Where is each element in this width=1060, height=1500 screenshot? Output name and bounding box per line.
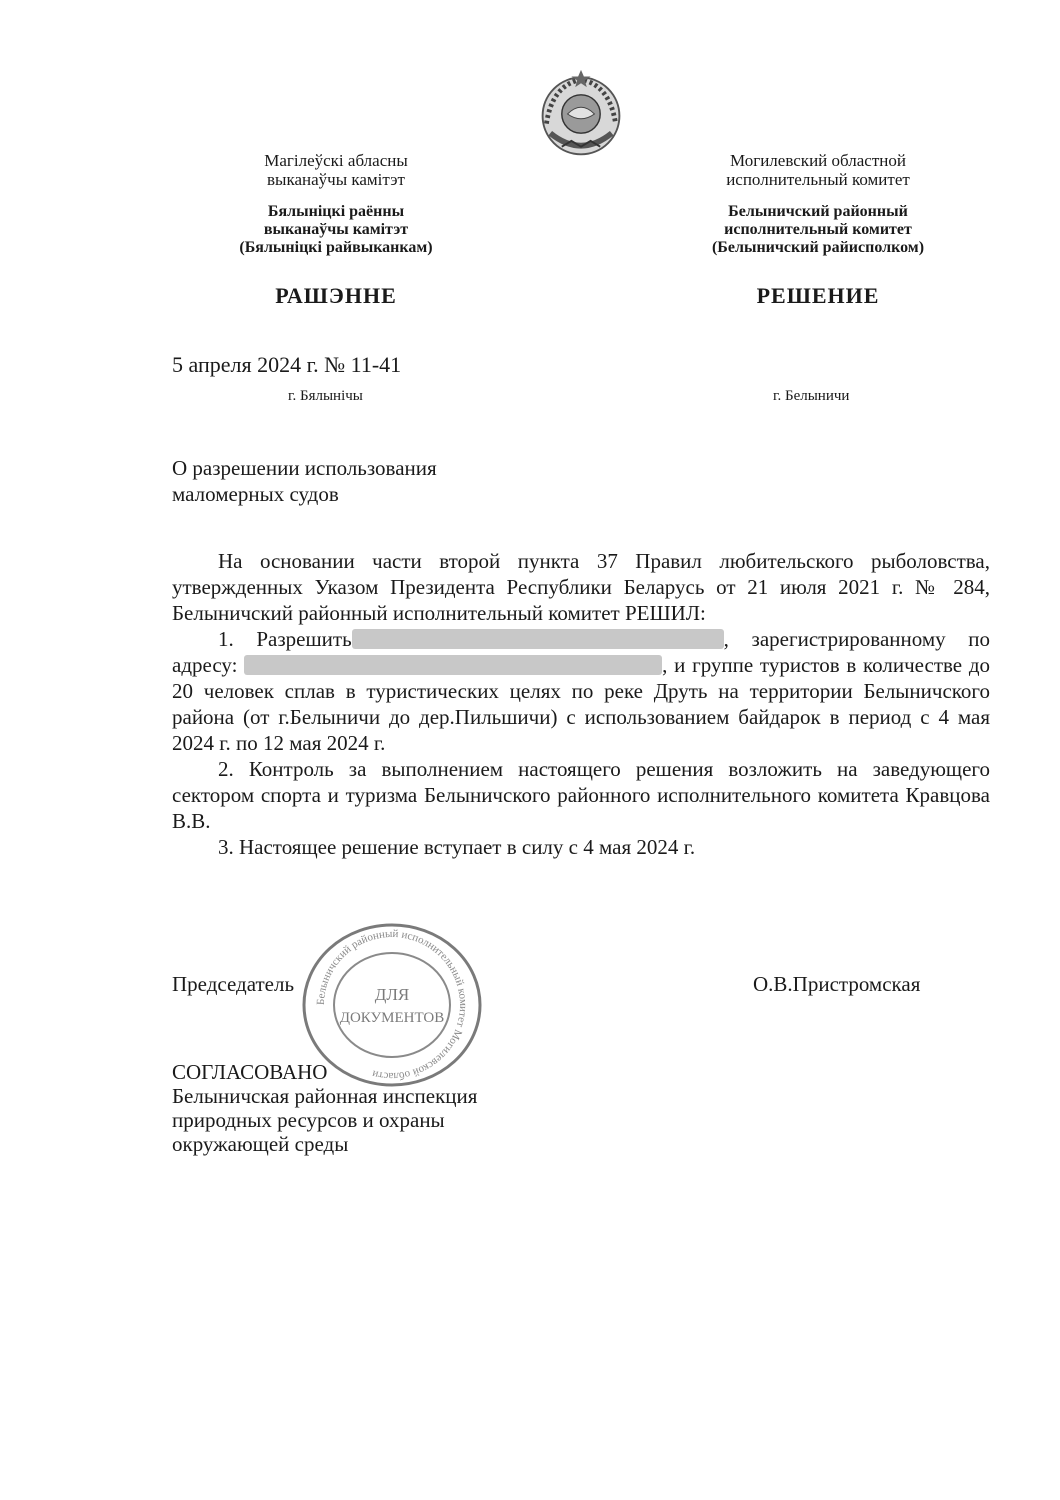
city-left: г. Бялынічы [288, 388, 363, 404]
header-left [186, 151, 486, 309]
item-1-mid: , зарегистрированному по адресу: [172, 627, 990, 677]
seal-ring-text: Белыничский районный исполнительный комитет Могилевской области [314, 927, 470, 1083]
subject-line1: О разрешении использования [172, 456, 437, 480]
state-emblem-icon [533, 66, 629, 162]
header-left-district-line3: (Бялыніцкі райвыканкам) [239, 239, 433, 256]
header-left-district-line2: выканаўчы камітэт [263, 221, 409, 238]
item-1 [172, 626, 990, 756]
header-right-title: РЕШЕНИЕ [756, 283, 880, 308]
item-2: 2. Контроль за выполнением настоящего решения возложить на заведующего сектором спорта и туризма Белыничского районного исполнительного комитета Кравцова В.В. [172, 757, 990, 833]
seal-text-line1: ДЛЯ [374, 985, 410, 1004]
decision-body [172, 548, 990, 860]
redacted-address [244, 655, 662, 675]
preamble: На основании части второй пункта 37 Правил любительского рыболовства, утвержденных Указом Президента Республики Беларусь от 21 июля 2021 г. № 284, Белыничский районный исполнительный комитет РЕШИЛ: [172, 549, 990, 625]
signature-role: Председатель [172, 972, 295, 996]
agreed-line3: окружающей среды [172, 1132, 349, 1156]
agreed-line2: природных ресурсов и охраны [172, 1108, 445, 1132]
header-right-region-line1: Могилевский областной [730, 151, 906, 170]
signature-name: О.В.Пристромская [753, 972, 921, 996]
item-1-start: 1. Разрешить [218, 627, 352, 651]
header-right-region-line2: исполнительный комитет [726, 170, 910, 189]
header-left-title: РАШЭННЕ [275, 283, 397, 308]
agreed-label: СОГЛАСОВАНО [172, 1060, 328, 1084]
seal-text-line2: ДОКУМЕНТОВ [339, 1010, 445, 1026]
subject-line2: маломерных судов [172, 482, 339, 506]
header-right-district-line3: (Белыничский райисполком) [711, 239, 925, 256]
header-right-district-line2: исполнительный комитет [724, 221, 912, 238]
city-right: г. Белыничи [773, 388, 850, 404]
agreed-block [172, 1060, 592, 1156]
item-1-end: , и группе туристов в количестве до 20 человек сплав в туристических целях по реке Друть на территории Белыничского района (от г.Белыничи до дер.Пильшичи) с использованием байдарок в период с 4 мая 2024 г. по 12 мая 2024 г. [172, 653, 991, 755]
header-left-region-line2: выканаўчы камітэт [267, 170, 405, 189]
header-right [668, 151, 968, 309]
header-right-district-line1: Белыничский районный [728, 203, 908, 220]
header-left-region-line1: Магілеўскі абласны [264, 151, 408, 170]
subject [172, 455, 592, 507]
date-number: 5 апреля 2024 г. № 11-41 [172, 352, 402, 377]
redacted-name [352, 629, 724, 649]
agreed-line1: Белыничская районная инспекция [172, 1084, 478, 1108]
item-3: 3. Настоящее решение вступает в силу с 4 мая 2024 г. [218, 835, 696, 859]
header-left-district-line1: Бялыніцкі раённы [267, 203, 405, 220]
